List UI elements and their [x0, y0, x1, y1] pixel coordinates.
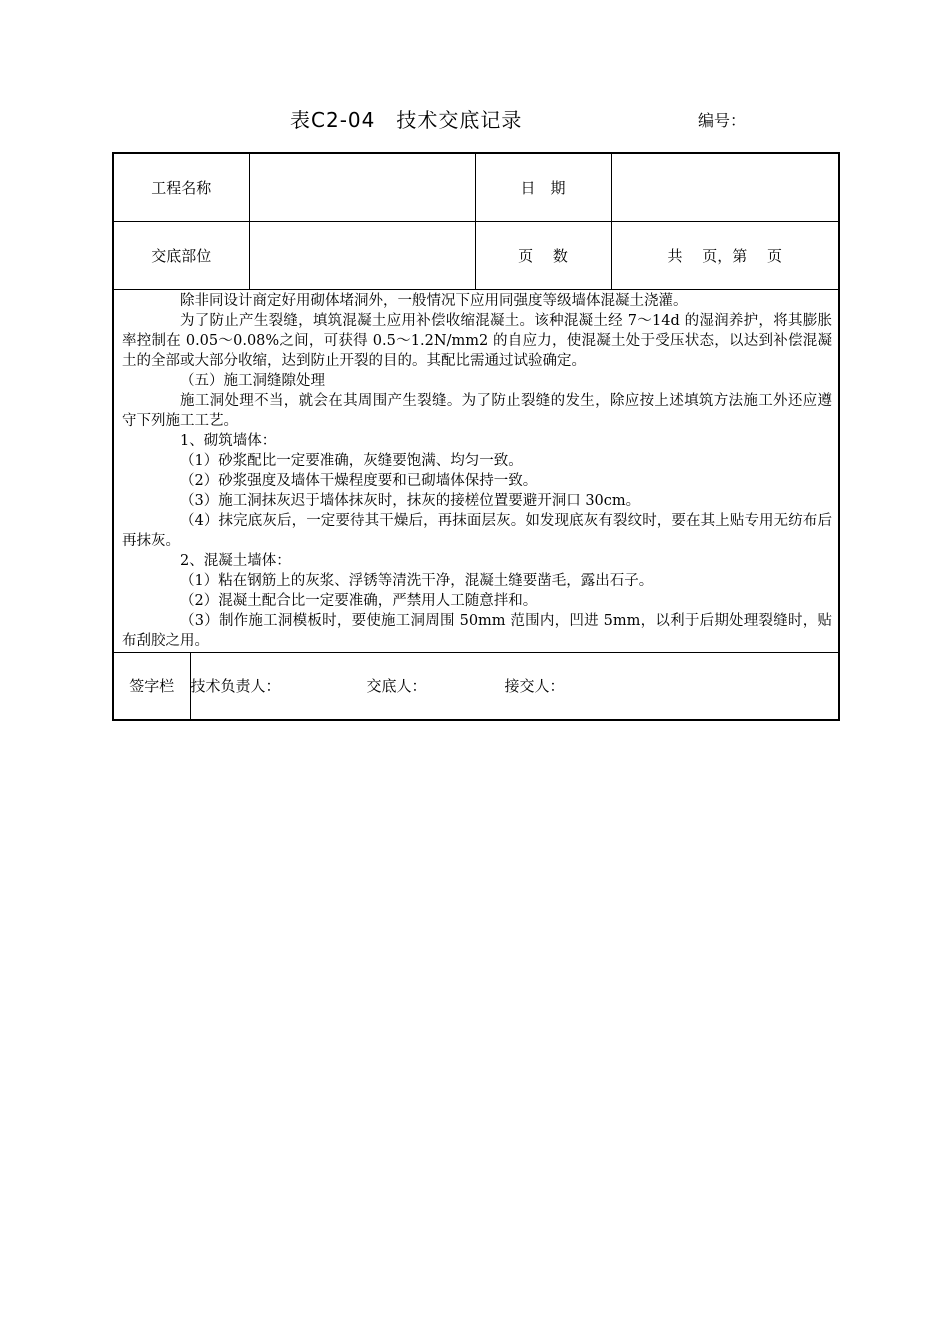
location-label: 交底部位 — [113, 221, 249, 289]
pages-value: 共 页，第 页 — [611, 221, 839, 289]
signature-cell — [113, 652, 839, 720]
list-item: （2）砂浆强度及墙体干燥程度要和已砌墙体保持一致。 — [180, 472, 538, 489]
date-value[interactable] — [611, 153, 839, 221]
paragraph: 为了防止产生裂缝，填筑混凝土应用补偿收缩混凝土。该种混凝土经 7～14d 的湿润养护，将其膨胀率控制在 0.05～0.08%之间，可获得 0.5～1.2N/mm2 的自应力，使混凝土处于受压状态，以达到补偿混凝土的全部或大部分收缩，达到防止开裂的目的。其配比需通过试验确定。 — [122, 312, 832, 369]
list-item: （1）粘在钢筋上的灰浆、浮锈等清洗干净，混凝土缝要凿毛，露出石子。 — [180, 572, 654, 589]
signature-label: 签字栏 — [114, 653, 190, 719]
briefing-content — [113, 289, 839, 652]
sub-heading: 2、混凝土墙体： — [180, 552, 291, 569]
list-item: （4）抹完底灰后，一定要待其干燥后，再抹面层灰。如发现底灰有裂纹时，要在其上贴专用无纺布后再抹灰。 — [122, 512, 832, 549]
signature-fields — [190, 653, 838, 719]
project-name-value[interactable] — [249, 153, 475, 221]
pages-label: 页 数 — [475, 221, 611, 289]
receiver-label[interactable]: 接交人： — [504, 677, 565, 695]
section-heading: （五）施工洞缝隙处理 — [180, 372, 325, 389]
content-row — [113, 289, 839, 652]
paragraph: 除非同设计商定好用砌体堵洞外，一般情况下应用同强度等级墙体混凝土浇灌。 — [180, 292, 688, 309]
location-row — [113, 221, 839, 289]
technical-briefing-form — [112, 152, 840, 721]
paragraph: 施工洞处理不当，就会在其周围产生裂缝。为了防止裂缝的发生，除应按上述填筑方法施工外还应遵守下列施工工艺。 — [122, 392, 832, 429]
signature-row — [113, 652, 839, 720]
list-item: （2）混凝土配合比一定要准确，严禁用人工随意拌和。 — [180, 592, 538, 609]
list-item: （3）施工洞抹灰迟于墙体抹灰时，抹灰的接槎位置要避开洞口 30cm。 — [180, 492, 641, 509]
serial-number-label: 编号： — [698, 111, 747, 130]
date-label: 日 期 — [475, 153, 611, 221]
sub-heading: 1、砌筑墙体： — [180, 432, 277, 449]
list-item: （3）制作施工洞模板时，要使施工洞周围 50mm 范围内，凹进 5mm，以利于后期处理裂缝时，贴布刮胶之用。 — [122, 612, 832, 649]
project-row — [113, 153, 839, 221]
document-title: 表C2-04 技术交底记录 — [290, 108, 523, 132]
presenter-label[interactable]: 交底人： — [366, 677, 427, 695]
list-item: （1）砂浆配比一定要准确，灰缝要饱满、均匀一致。 — [180, 452, 523, 469]
tech-lead-label[interactable]: 技术负责人： — [190, 677, 281, 695]
project-name-label: 工程名称 — [113, 153, 249, 221]
signature-inner — [114, 653, 838, 719]
location-value[interactable] — [249, 221, 475, 289]
